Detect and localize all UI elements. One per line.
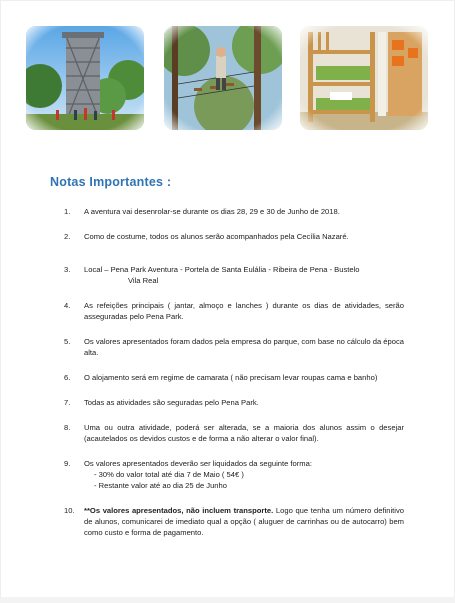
climbing-tower-photo [26,26,144,130]
item-number: 4. [64,301,71,310]
item-text: A aventura vai desenrolar-se durante os dias 28, 29 e 30 de Junho de 2018. [84,207,340,216]
list-item [64,336,404,358]
list-item [64,300,404,322]
list-item [64,458,404,491]
list-item [64,231,404,242]
item-number: 6. [64,373,71,382]
item-text: Uma ou outra atividade, poderá ser alterada, se a maioria dos alunos assim o desejar (acautelados os devidos custos e de forma a não alterar o valor final). [84,423,404,443]
page-bottom-edge [0,597,455,603]
item-subline: - 30% do valor total até dia 7 de Maio ( 54€ ) [94,470,244,479]
item-text: Os valores apresentados deverão ser liquidados da seguinte forma: [84,459,312,468]
item-text-line2: Vila Real [128,276,159,285]
item-number: 10. [64,506,75,515]
item-number: 8. [64,423,71,432]
list-item [64,505,404,538]
item-number: 9. [64,459,71,468]
list-item [64,397,404,408]
item-text: Como de costume, todos os alunos serão acompanhados pela Cecília Nazaré. [84,232,349,241]
photo-strip [26,26,430,132]
item-number: 2. [64,232,71,241]
item-subline: - Restante valor até ao dia 25 de Junho [94,481,227,490]
notes-list [64,206,404,552]
item-number: 1. [64,207,71,216]
list-item [64,372,404,383]
treetop-adventure-photo [164,26,282,130]
item-number: 5. [64,337,71,346]
list-item [64,422,404,444]
item-number: 3. [64,265,71,274]
bunk-bed-room-photo [300,26,428,130]
item-bold-text: **Os valores apresentados, não incluem transporte. [84,506,274,515]
item-text: As refeições principais ( jantar, almoço e lanches ) durante os dias de atividades, serão asseguradas pelo Pena Park. [84,301,404,321]
page-title: Notas Importantes : [50,175,172,189]
item-text: O alojamento será em regime de camarata ( não precisam levar roupas cama e banho) [84,373,378,382]
item-text: Os valores apresentados foram dados pela empresa do parque, com base no cálculo da época alta. [84,337,404,357]
item-text: Local – Pena Park Aventura - Portela de Santa Eulália - Ribeira de Pena - Bustelo [84,265,360,274]
item-number: 7. [64,398,71,407]
item-text: Todas as atividades são seguradas pelo Pena Park. [84,398,259,407]
list-item [64,206,404,217]
item-text: Logo que tenha um número definitivo de alunos, comunicarei de imediato qual a opção ( aluguer de carrinhas ou de autocarro) bem como custo e forma de pagamento. [84,506,404,537]
list-item [64,264,404,286]
